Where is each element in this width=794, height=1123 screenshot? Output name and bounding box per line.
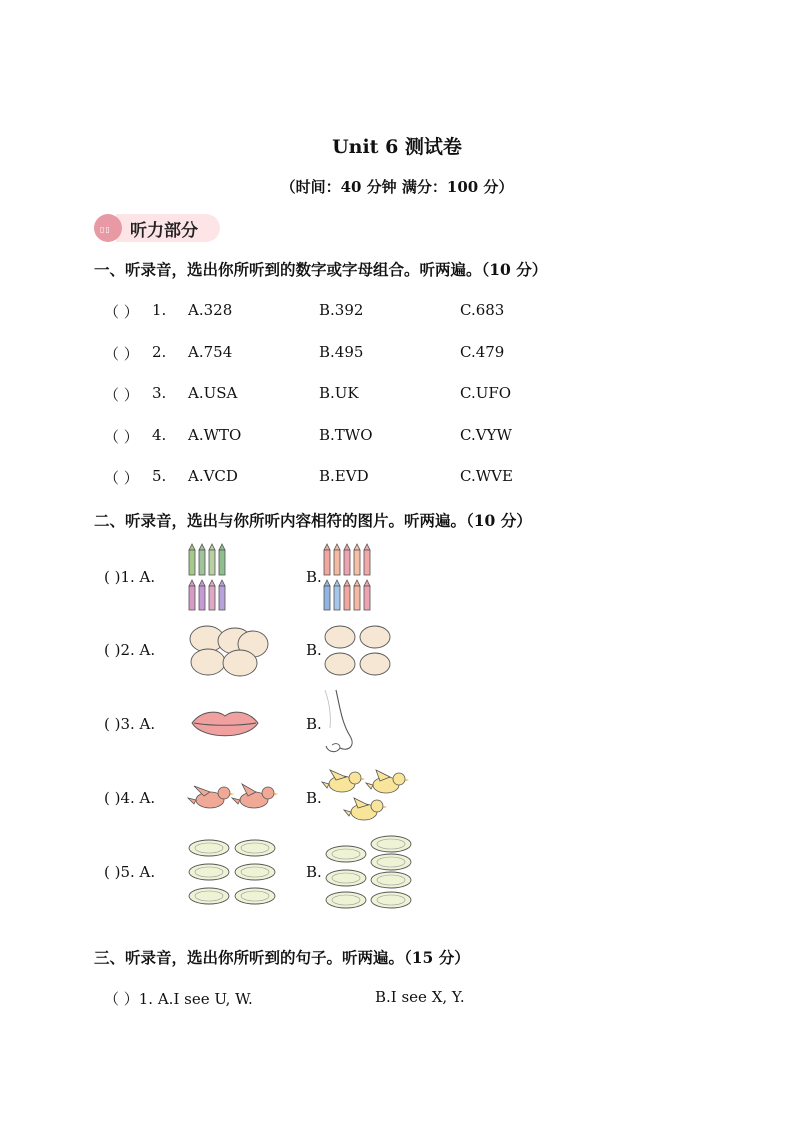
- question-label[interactable]: ( )4. A.: [104, 789, 156, 807]
- question-number: 2.: [152, 343, 167, 361]
- option-a: A.WTO: [188, 426, 242, 444]
- option-b-label: B.: [306, 863, 322, 881]
- option-b: B.I see X, Y.: [375, 988, 465, 1006]
- option-c: C.479: [460, 343, 505, 361]
- badge-dots: ▯▯: [100, 225, 111, 234]
- seven-plates-icon: [323, 834, 415, 912]
- question-number: 4.: [152, 426, 167, 444]
- two-pink-birds-icon: [188, 782, 278, 812]
- question-number: 3.: [152, 384, 167, 402]
- option-c: C.VYW: [460, 426, 512, 444]
- answer-blank[interactable]: （ ）: [104, 345, 139, 363]
- option-a: A.VCD: [188, 467, 238, 485]
- section1-heading: 一、听录音，选出你所听到的数字或字母组合。听两遍。（10 分）: [94, 260, 548, 279]
- option-b: B.TWO: [319, 426, 373, 444]
- exam-time-score: （时间：40 分钟 满分：100 分）: [280, 178, 514, 196]
- page-title: Unit 6 测试卷: [332, 136, 462, 158]
- option-b-label: B.: [306, 715, 322, 733]
- option-b: B.EVD: [319, 467, 369, 485]
- listening-section-badge: [94, 212, 222, 240]
- question-label[interactable]: ( )2. A.: [104, 641, 156, 659]
- option-b-label: B.: [306, 568, 322, 586]
- answer-blank[interactable]: （ ）: [104, 428, 139, 446]
- question-label[interactable]: ( )5. A.: [104, 863, 156, 881]
- section2-heading: 二、听录音，选出与你所听内容相符的图片。听两遍。（10 分）: [94, 511, 532, 530]
- badge-label: 听力部分: [130, 221, 198, 241]
- question-label[interactable]: ( )1. A.: [104, 568, 156, 586]
- six-plates-icon: [188, 838, 278, 908]
- question-label[interactable]: ( )3. A.: [104, 715, 156, 733]
- option-b: B.495: [319, 343, 364, 361]
- question-number: 5.: [152, 467, 167, 485]
- answer-blank[interactable]: （ ）: [104, 386, 139, 404]
- option-b: B.UK: [319, 384, 359, 402]
- section3-heading: 三、听录音，选出你所听到的句子。听两遍。（15 分）: [94, 948, 470, 967]
- option-a: A.754: [188, 343, 233, 361]
- five-eggs-icon: [187, 624, 271, 680]
- mouth-icon: [190, 708, 260, 740]
- answer-blank[interactable]: （ ）: [104, 303, 139, 321]
- question-number: 1.: [152, 301, 167, 319]
- four-eggs-icon: [323, 624, 395, 678]
- answer-blank[interactable]: （ ）: [104, 469, 139, 487]
- option-a: A.USA: [188, 384, 238, 402]
- option-c: C.UFO: [460, 384, 512, 402]
- option-b-label: B.: [306, 789, 322, 807]
- three-yellow-birds-icon: [322, 768, 412, 826]
- nose-icon: [322, 688, 356, 760]
- option-c: C.WVE: [460, 467, 513, 485]
- option-c: C.683: [460, 301, 505, 319]
- eight-crayons-icon: [187, 542, 231, 612]
- option-a: A.328: [188, 301, 233, 319]
- question-label[interactable]: （ ）1. A.I see U, W.: [104, 990, 253, 1008]
- option-b: B.392: [319, 301, 364, 319]
- ten-crayons-icon: [322, 542, 376, 612]
- option-b-label: B.: [306, 641, 322, 659]
